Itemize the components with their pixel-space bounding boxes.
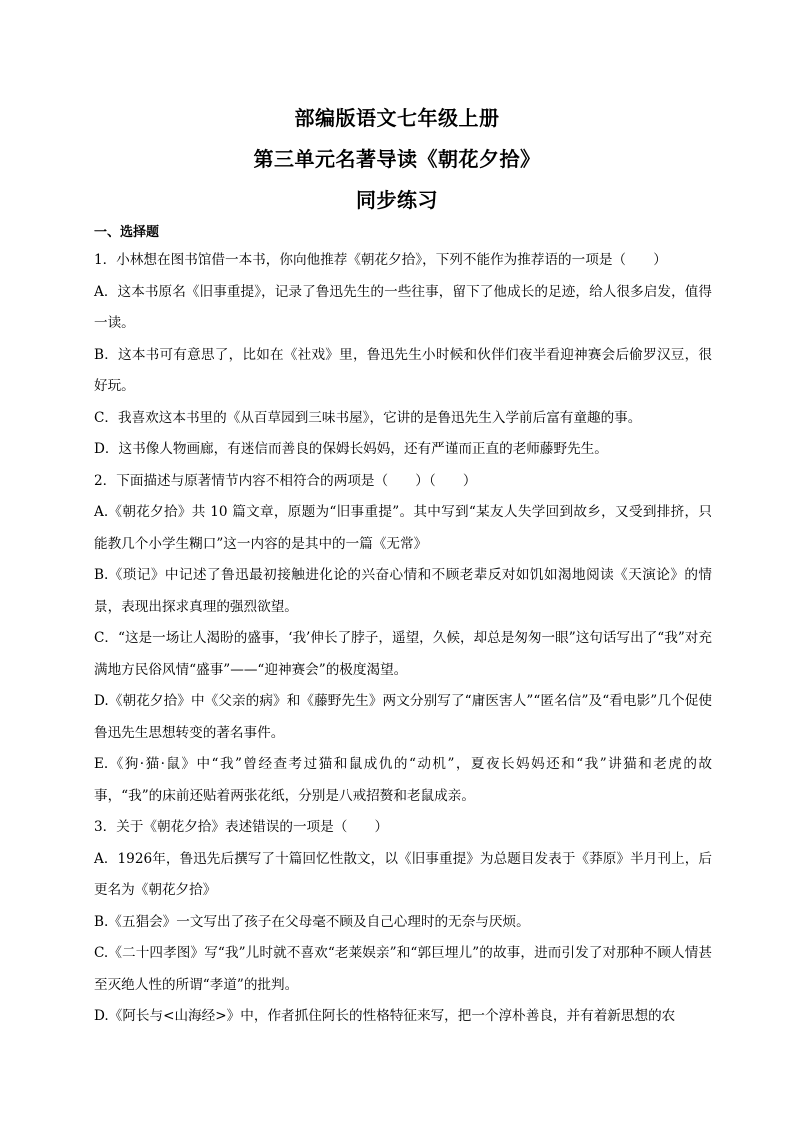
question-1-stem: 1．小林想在图书馆借一本书，你向他推荐《朝花夕拾》，下列不能作为推荐语的一项是（ ）	[94, 252, 667, 268]
question-3-stem: 3．关于《朝花夕拾》表述错误的一项是（ ）	[94, 819, 389, 835]
exercise-content	[94, 222, 712, 1033]
question-2-option-b: B.《琐记》中记述了鲁迅最初接触进化论的兴奋心情和不顾老辈反对如饥如渴地阅读《天演论》的情景，表现出探求真理的强烈欲望。	[94, 567, 712, 615]
question-3-option-d: D.《阿长与<山海经>》中，作者抓住阿长的性格特征来写，把一个淳朴善良，并有着新思想的农	[94, 1008, 676, 1024]
question-2-option-a: A.《朝花夕拾》共 10 篇文章，原题为“旧事重提”。其中写到“某友人失学回到故乡，又受到排挤，只能教几个小学生糊口”这一内容的是其中的一篇《无常》	[94, 504, 712, 552]
title-line-3: 同步练习	[356, 188, 438, 212]
question-3-option-b: B.《五猖会》一文写出了孩子在父母毫不顾及自己心理时的无奈与厌烦。	[94, 913, 530, 930]
question-1-option-a: A．这本书原名《旧事重提》，记录了鲁迅先生的一些往事，留下了他成长的足迹，给人很多启发，值得一读。	[94, 283, 712, 331]
question-2	[94, 466, 712, 813]
section-heading: 一、选择题	[94, 225, 160, 240]
question-2-option-d: D.《朝花夕拾》中《父亲的病》和《藤野先生》两文分别写了“庸医害人”“匿名信”及“看电影”几个促使鲁迅先生思想转变的著名事件。	[94, 693, 712, 741]
title-line-1: 部编版语文七年级上册	[294, 106, 500, 130]
question-3	[94, 812, 712, 1033]
question-1-option-b: B．这本书可有意思了，比如在《社戏》里，鲁迅先生小时候和伙伴们夜半看迎神赛会后偷罗汉豆，很好玩。	[94, 346, 712, 394]
question-1-option-c: C．我喜欢这本书里的《从百草园到三味书屋》，它讲的是鲁迅先生入学前后富有童趣的事。	[94, 409, 642, 426]
question-1	[94, 245, 712, 466]
question-2-option-e: E.《狗·猫·鼠》中“我”曾经查考过猫和鼠成仇的“动机”，夏夜长妈妈还和“我”讲猫和老虎的故事，“我”的床前还贴着两张花纸，分别是八戒招赘和老鼠成亲。	[94, 756, 712, 804]
title-line-2: 第三单元名著导读《朝花夕拾》	[253, 147, 541, 171]
question-3-option-c: C.《二十四孝图》写“我”儿时就不喜欢“老莱娱亲”和“郭巨埋儿”的故事，进而引发了对那种不顾人情甚至灭绝人性的所谓“孝道”的批判。	[94, 945, 712, 993]
question-3-option-a: A．1926年，鲁迅先后撰写了十篇回忆性散文，以《旧事重提》为总题目发表于《莽原》半月刊上，后更名为《朝花夕拾》	[94, 850, 712, 898]
question-1-option-d: D．这书像人物画廊，有迷信而善良的保姆长妈妈，还有严谨而正直的老师藤野先生。	[94, 441, 608, 457]
question-2-option-c: C．“这是一场让人渴盼的盛事，‘我’伸长了脖子，遥望，久候，却总是匆匆一眼”这句话写出了“我”对充满地方民俗风情“盛事”——“迎神赛会”的极度渴望。	[94, 630, 712, 678]
question-2-stem: 2．下面描述与原著情节内容不相符合的两项是（ ）（ ）	[94, 472, 477, 489]
